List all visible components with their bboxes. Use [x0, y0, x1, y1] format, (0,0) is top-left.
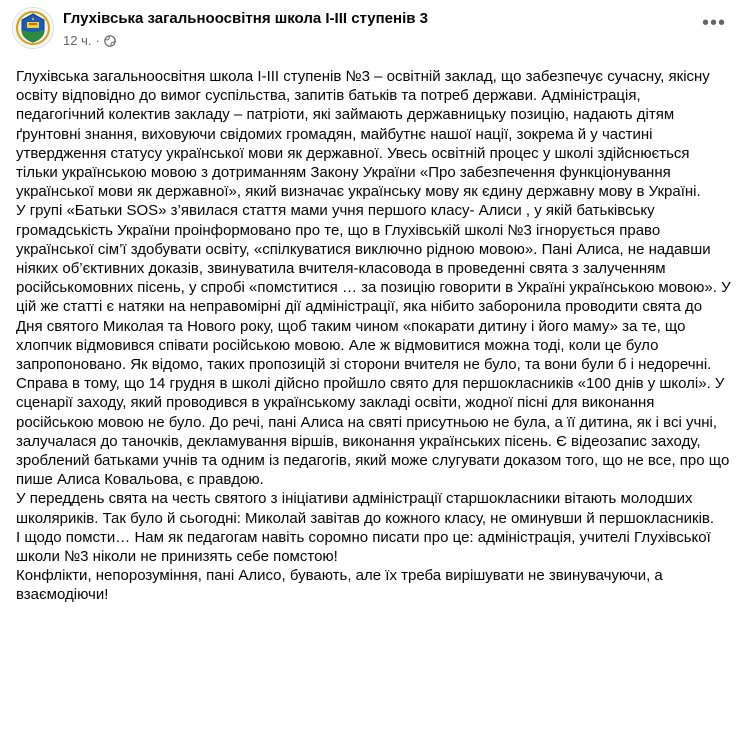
post-body: [16, 67, 731, 605]
post-paragraph: У групі «Батьки SOS» з’явилася стаття мами учня першого класу- Алиси , у якій батьківську громадськість України проінформовано про те, що в Глухівській школі №3 ігнорується право української сім’ї здобувати освіту, «спілкуватися виключно рідною мовою». Пані Алиса, не надавши ніяких об’єктивних доказів, звинуватила вчителя-класовода в проведенні свята з залученням російськомовних пісень, у спробі «помститися … за позицію говорити в Україні українською мовою». У цій же статті є натяки на неправомірні дії адміністрації, яка нібито заборонила проводити свята до Дня святого Миколая та Нового року, щоб таким чином «покарати дитину і його маму» за те, що хлопчик відмовився співати російською мовою. Але ж відмовитися можна тоді, коли це було запропоновано. Як відомо, таких пропозицій зі сторони вчителя не було, та вони були б і недоречні. Справа в тому, що 14 грудня в школі дійсно пройшло свято для першокласників «100 днів у школі». У сценарії заходу, який проводився в українському закладі освіти, жодної пісні для виконання російською мовою не було. До речі, пані Алиса на святі присутньою не була, а її дитина, як і всі учні, залучалася до таночків, декламування віршів, виконання українських пісень. Є відеозапис заходу, зроблений батьками учнів та одним із педагогів, який може слугувати доказом того, що не все, про що пише Алиса Ковальова, є правдою.: [16, 202, 731, 489]
post-meta: [63, 33, 116, 48]
page-name[interactable]: Глухівська загальноосвітня школа I-III ступенів 3: [63, 10, 428, 27]
meta-separator: ·: [95, 33, 100, 48]
globe-icon[interactable]: [104, 35, 116, 47]
post-paragraph: І щодо помсти… Нам як педагогам навіть соромно писати про це: адміністрація, учителі Глухівської школи №3 ніколи не принизять себе помстою!: [16, 528, 711, 566]
school-emblem-icon: [13, 8, 53, 48]
post-header: [12, 7, 732, 57]
post-paragraph: Глухівська загальноосвітня школа І-ІІІ ступенів №3 – освітній заклад, що забезпечує сучасну, якісну освіту відповідно до вимог суспільства, запитів батьків та потреб держави. Адміністрація, педагогічний колектив закладу – патріоти, які займають державницьку позицію, надають дітям ґрунтовні знання, виховуючи свідомих громадян, майбутнє нашої нації, зокрема й у частині утвердження статусу української мови як державної. Увесь освітній процес у школі здійснюється тільки українською мовою з дотриманням Закону України «Про забезпечення функціонування української мови як державної», який визначає українську мову як єдину державну мову в Україні.: [16, 68, 710, 201]
more-options-button[interactable]: •••: [701, 12, 726, 34]
post-paragraph: У переддень свята на честь святого з ініціативи адміністрації старшокласники вітають молодших школяриків. Так було й сьогодні: Миколай завітав до кожного класу, не оминувши й першокласників.: [16, 490, 715, 527]
page-avatar[interactable]: [12, 7, 54, 49]
post-time[interactable]: 12 ч.: [63, 33, 92, 48]
post-paragraph: Конфлікти, непорозуміння, пані Алисо, бувають, але їх треба вирішувати не звинувачуючи, а взаємодіючи!: [16, 567, 663, 604]
